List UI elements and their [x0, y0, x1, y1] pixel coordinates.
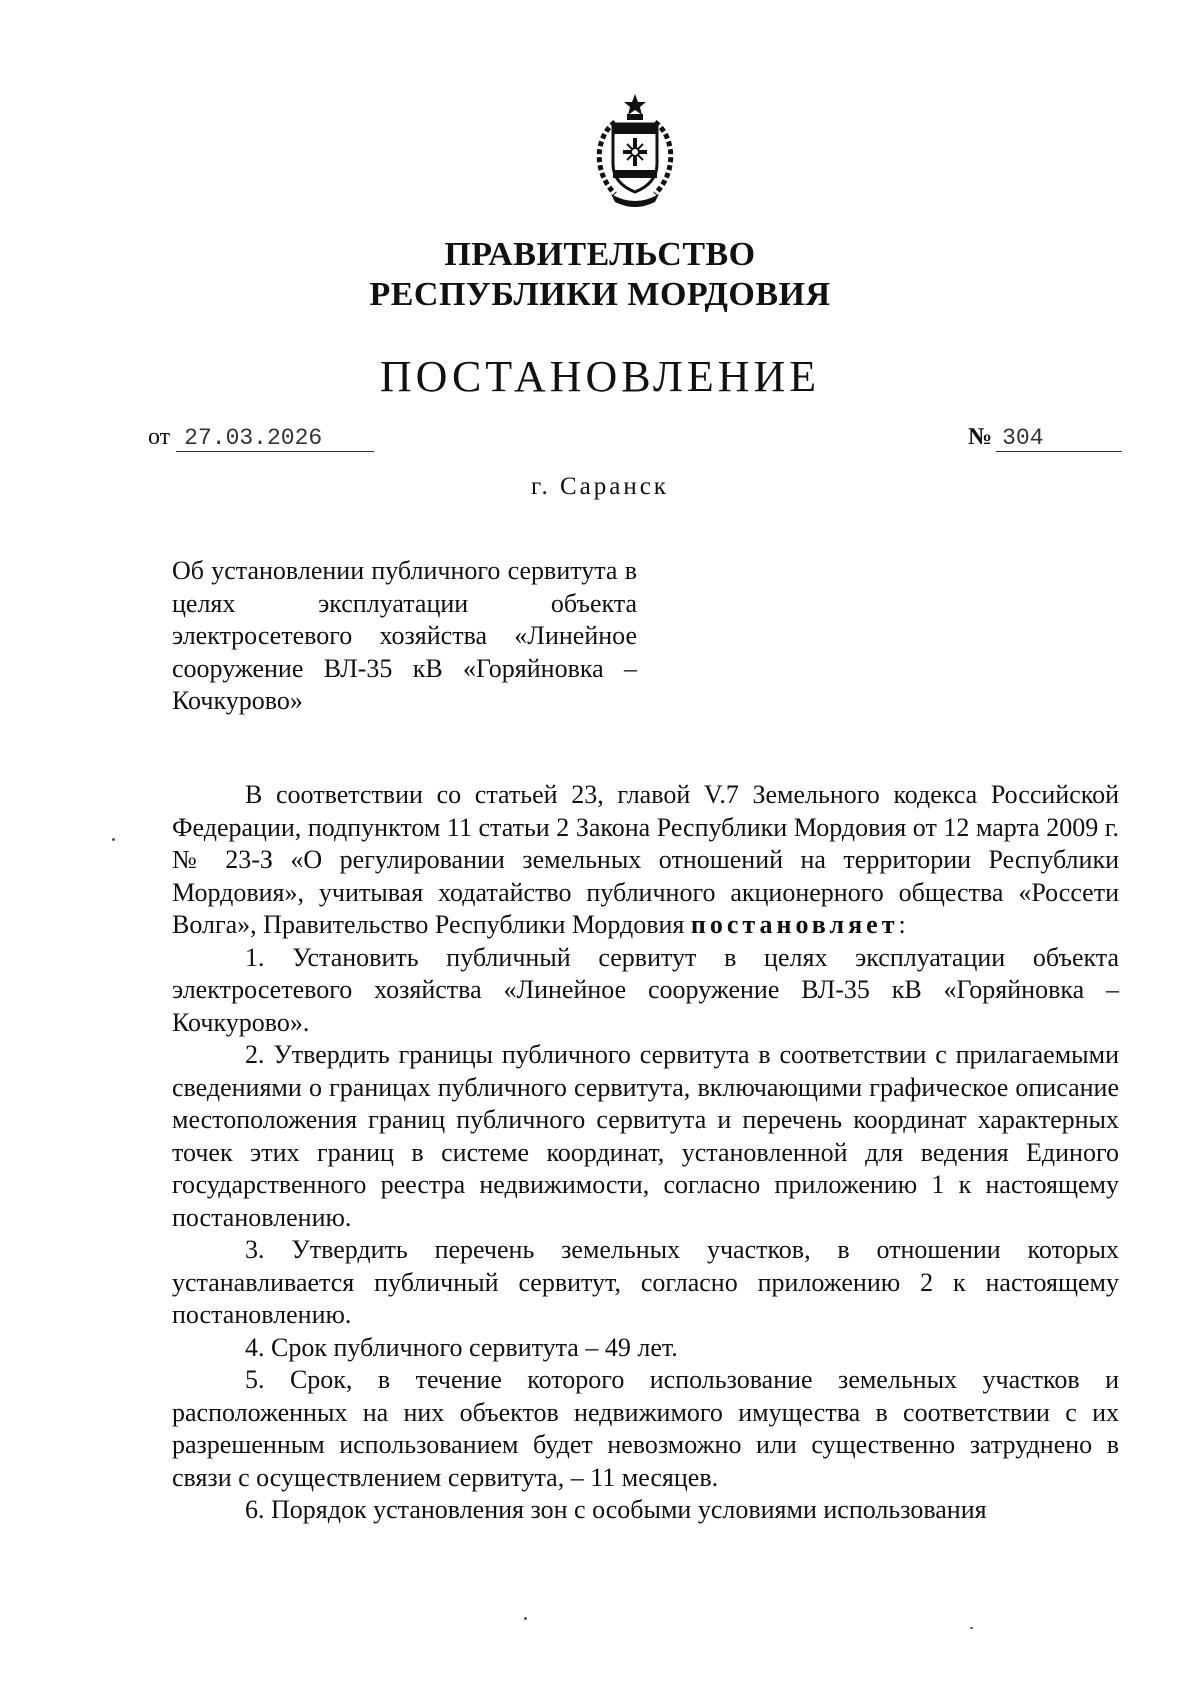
number-field-row: [968, 422, 1122, 452]
date-value: 27.03.2026: [176, 425, 374, 452]
item-5: 5. Срок, в течение которого использование земельных участков и расположенных на них объектов недвижимого имущества в соответствии с их разрешенным использованием будет невозможно или существенно затруднено в связи с осуществлением сервитута, – 11 месяцев.: [172, 1365, 1119, 1492]
preamble-paragraph: [172, 779, 1119, 942]
scan-speck: [112, 838, 115, 841]
number-prefix: №: [968, 424, 993, 450]
item-2: 2. Утвердить границы публичного сервитута в соответствии с прилагаемыми сведениями о границах публичного сервитута, включающими графическое описание местоположения границ публичного сервитута и перечень координат характерных точек этих границ в системе координат, установленной для ведения Единого государственного реестра недвижимости, согласно приложению 1 к настоящему постановлению.: [172, 1040, 1119, 1232]
date-field-row: [148, 422, 374, 452]
item-6: 6. Порядок установления зон с особыми условиями использования: [245, 1495, 987, 1524]
item-4: 4. Срок публичного сервитута – 49 лет.: [245, 1332, 678, 1362]
decree-colon: :: [898, 910, 906, 939]
item-1: 1. Установить публичный сервитут в целях эксплуатации объекта электросетевого хозяйства «Линейное сооружение ВЛ-35 кВ «Горяйновка – Кочкурово».: [172, 942, 1119, 1037]
org-name-line-2: РЕСПУБЛИКИ МОРДОВИЯ: [369, 276, 831, 313]
number-value: 304: [996, 425, 1122, 452]
date-prefix: от: [148, 424, 171, 450]
coat-of-arms-emblem: [585, 92, 685, 210]
scan-speck: [524, 1617, 527, 1620]
item-3: 3. Утвердить перечень земельных участков, в отношении которых устанавливается публичный сервитут, согласно приложению 2 к настоящему постановлению.: [172, 1235, 1119, 1329]
decree-word: постановляет: [690, 910, 899, 939]
document-subject: Об установлении публичного сервитута в целях эксплуатации объекта электросетевого хозяйства «Линейное сооружение ВЛ-35 кВ «Горяйновка – Кочкурово»: [172, 556, 637, 715]
city-name: г. Саранск: [531, 473, 669, 500]
document-type-title: ПОСТАНОВЛЕНИЕ: [379, 352, 821, 401]
document-body: [172, 779, 1119, 1527]
org-name-line-1: ПРАВИТЕЛЬСТВО: [444, 236, 756, 273]
preamble-text: В соответствии со статьей 23, главой V.7 Земельного кодекса Российской Федерации, подпунктом 11 статьи 2 Закона Республики Мордовия от 12 марта 2009 г. № 23-З «О регулировании земельных отношений на территории Республики Мордовия», учитывая ходатайство публичного акционерного общества «Россети Волга», Правительство Республики Мордовия: [172, 780, 1119, 939]
scan-speck: [970, 1627, 973, 1629]
